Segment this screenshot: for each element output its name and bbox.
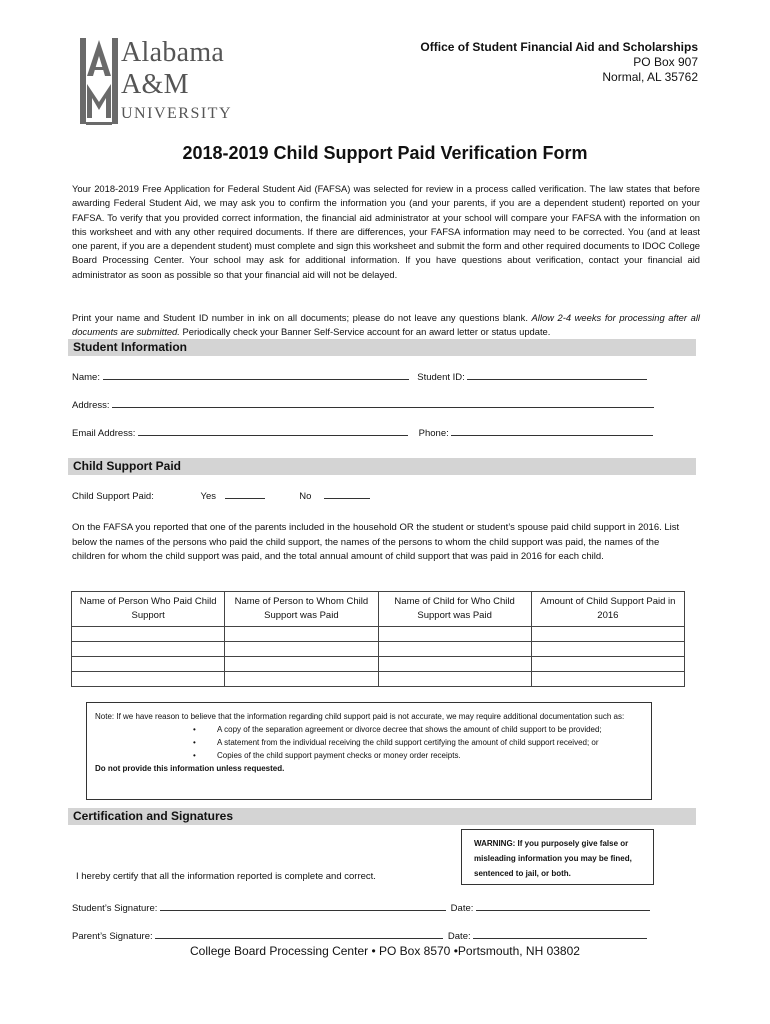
address-label: Address: xyxy=(72,400,110,411)
student-signature-field[interactable] xyxy=(160,902,446,911)
student-information-heading: Student Information xyxy=(68,339,696,356)
certification-statement: I hereby certify that all the information reported is complete and correct. xyxy=(76,871,376,882)
table-row xyxy=(72,642,685,657)
office-name: Office of Student Financial Aid and Scholarships xyxy=(420,40,698,54)
yes-label: Yes xyxy=(200,491,216,502)
table-cell[interactable] xyxy=(72,627,225,642)
student-id-label: Student ID: xyxy=(417,372,465,383)
office-address xyxy=(420,40,698,85)
parent-signature-label: Parent’s Signature: xyxy=(72,931,153,942)
aamu-emblem-icon xyxy=(77,36,121,126)
student-date-field[interactable] xyxy=(476,902,650,911)
table-header-row xyxy=(72,592,685,627)
logo-text-line-2: A&M xyxy=(121,69,189,100)
office-city: Normal, AL 35762 xyxy=(602,70,698,84)
no-field[interactable] xyxy=(324,490,370,499)
parent-date-label: Date: xyxy=(447,931,471,942)
table-cell[interactable] xyxy=(72,657,225,672)
note-bullet-list xyxy=(187,723,643,762)
child-support-heading: Child Support Paid xyxy=(68,458,696,475)
table-cell[interactable] xyxy=(531,627,684,642)
column-header-child: Name of Child for Who Child Support was Paid xyxy=(378,592,531,627)
table-cell[interactable] xyxy=(72,672,225,687)
student-signature-label: Student’s Signature: xyxy=(72,903,158,914)
student-id-field[interactable] xyxy=(467,371,647,380)
address-row xyxy=(72,399,654,411)
table-cell[interactable] xyxy=(225,672,378,687)
note-intro: Note: If we have reason to believe that the information regarding child support paid is not accurate, we may require additional documentation such as: xyxy=(95,712,625,721)
note-bullet: • A statement from the individual receiving the child support certifying the amount of child support received; or xyxy=(187,736,643,749)
footer-address: College Board Processing Center • PO Box 8570 •Portsmouth, NH 03802 xyxy=(190,944,580,958)
table-cell[interactable] xyxy=(225,657,378,672)
certification-heading: Certification and Signatures xyxy=(68,808,696,825)
student-signature-row xyxy=(72,902,650,914)
name-row xyxy=(72,371,647,383)
university-logo xyxy=(77,36,267,128)
table-cell[interactable] xyxy=(378,672,531,687)
table-cell[interactable] xyxy=(378,642,531,657)
email-label: Email Address: xyxy=(72,428,136,439)
logo-text-line-1: Alabama xyxy=(121,37,225,68)
address-field[interactable] xyxy=(112,399,654,408)
note-closing: Do not provide this information unless requested. xyxy=(95,764,285,773)
table-cell[interactable] xyxy=(225,642,378,657)
office-po-box: PO Box 907 xyxy=(633,55,698,69)
column-header-payee: Name of Person to Whom Child Support was Paid xyxy=(225,592,378,627)
email-field[interactable] xyxy=(138,427,408,436)
phone-label: Phone: xyxy=(418,428,449,439)
instructions-paragraph xyxy=(72,311,700,340)
instructions-after-text: Periodically check your Banner Self-Service account for an award letter or status update. xyxy=(182,326,551,338)
documentation-note xyxy=(86,702,652,800)
form-title: 2018-2019 Child Support Paid Verification Form xyxy=(182,143,588,163)
table-cell[interactable] xyxy=(531,657,684,672)
column-header-payer: Name of Person Who Paid Child Support xyxy=(72,592,225,627)
note-bullet: • Copies of the child support payment checks or money order receipts. xyxy=(187,749,643,762)
student-date-label: Date: xyxy=(450,903,474,914)
contact-row xyxy=(72,427,653,439)
phone-field[interactable] xyxy=(451,427,653,436)
instructions-text: Print your name and Student ID number in ink on all documents; please do not leave any questions blank. xyxy=(72,312,528,323)
note-bullet: • A copy of the separation agreement or divorce decree that shows the amount of child support to be provided; xyxy=(187,723,643,736)
name-label: Name: xyxy=(72,372,100,383)
name-field[interactable] xyxy=(103,371,409,380)
yes-field[interactable] xyxy=(225,490,265,499)
table-cell[interactable] xyxy=(531,642,684,657)
child-support-paid-label: Child Support Paid: xyxy=(72,491,154,502)
table-cell[interactable] xyxy=(531,672,684,687)
child-support-description: On the FAFSA you reported that one of the parents included in the household OR the student or student’s spouse paid child support in 2016. List below the names of the persons who paid the child support, the names of the persons to whom the child support was paid, the names of the children for whom the child support was paid, and the total annual amount of child support that was paid in 2016 for each child. xyxy=(72,522,680,562)
table-row xyxy=(72,672,685,687)
intro-paragraph: Your 2018-2019 Free Application for Federal Student Aid (FAFSA) was selected for review in a process called verification. The law states that before awarding Federal Student Aid, we may ask you to confirm the information you (and your parents, if you are a dependent student) reported on your FAFSA. To verify that you provided correct information, the financial aid administrator at your school will compare your FAFSA with the information on this worksheet and with any other required documents. If there are differences, your FAFSA information may need to be corrected. You (and at least one parent, if you are a dependent student) must complete and sign this worksheet and submit the form and other required documents to IDOC College Board Processing Center. Your school may ask for additional information. If you have questions about verification, contact your financial aid administrator as soon as possible so that your financial aid will not be delayed. xyxy=(72,183,700,280)
child-support-table xyxy=(71,591,685,687)
child-support-paid-row xyxy=(72,490,370,502)
column-header-amount: Amount of Child Support Paid in 2016 xyxy=(531,592,684,627)
no-label: No xyxy=(299,491,312,502)
parent-signature-field[interactable] xyxy=(155,930,443,939)
parent-date-field[interactable] xyxy=(473,930,647,939)
table-cell[interactable] xyxy=(72,642,225,657)
table-cell[interactable] xyxy=(378,627,531,642)
warning-box: WARNING: If you purposely give false or misleading information you may be fined, sentenced to jail, or both. xyxy=(461,829,654,885)
table-cell[interactable] xyxy=(378,657,531,672)
instructions-italic-text: Allow 2-4 weeks for processing after all documents are submitted. xyxy=(72,312,700,338)
logo-text-line-3: UNIVERSITY xyxy=(121,105,232,122)
table-row xyxy=(72,627,685,642)
parent-signature-row xyxy=(72,930,647,942)
table-cell[interactable] xyxy=(225,627,378,642)
table-row xyxy=(72,657,685,672)
